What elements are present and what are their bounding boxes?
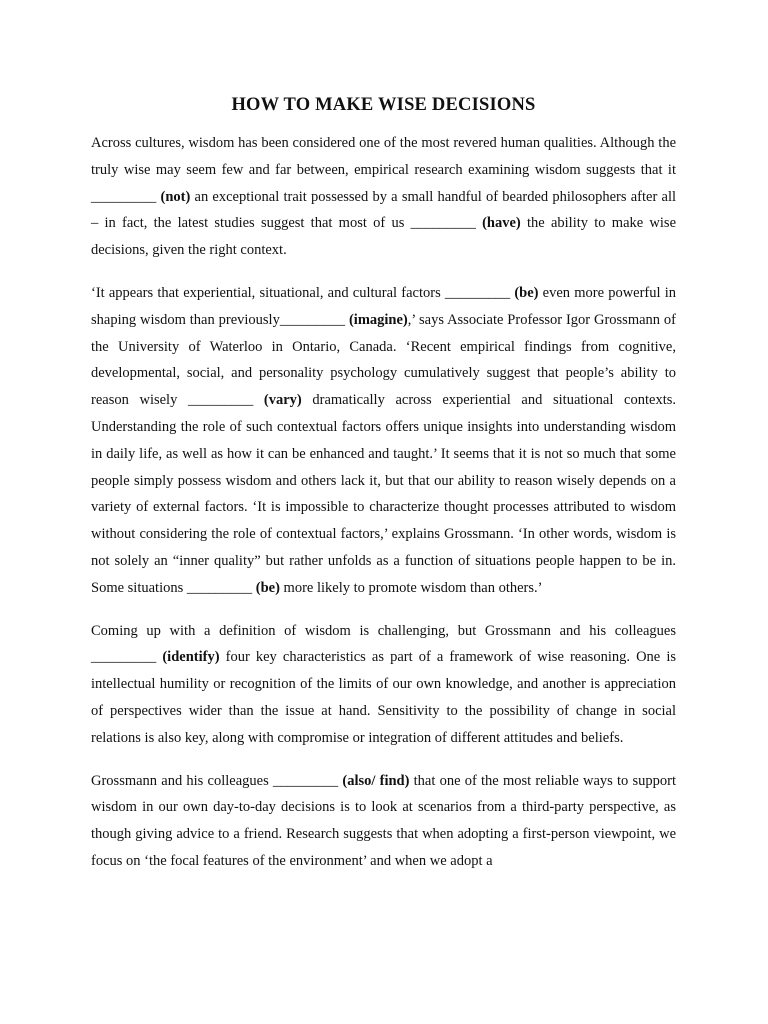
answer-blank: _________ <box>410 215 476 232</box>
answer-blank: _________ <box>91 188 157 205</box>
document-page <box>91 95 676 891</box>
paragraph-text: Coming up with a definition of wisdom is challenging, but Grossmann and his colleagues <box>91 622 676 639</box>
answer-blank: _________ <box>91 649 157 666</box>
answer-blank: _________ <box>272 772 339 789</box>
verb-hint: (also/ find) <box>342 772 410 789</box>
paragraph-text: Grossmann and his colleagues <box>91 772 273 789</box>
paragraph-text: four key characteristics as part of a framework of wise reasoning. One is intellectual humility or recognition of the limits of our own knowledge, and another is appreciation of perspectives wider than the issue at hand. Sensitivity to the possibility of change in social relations is also key, along with compromise or integration of different attitudes and beliefs. <box>91 649 676 746</box>
verb-hint: (have) <box>482 215 521 232</box>
verb-hint: (identify) <box>162 649 220 666</box>
paragraph-text: an exceptional trait possessed by a small handful of bearded philosophers after all – in fact, the latest studies suggest that most of us <box>91 188 677 232</box>
paragraph-text: more likely to promote wisdom than others.’ <box>279 579 543 596</box>
answer-blank: _________ <box>187 392 254 409</box>
verb-hint: (vary) <box>263 392 302 409</box>
paragraph-text: that one of the most reliable ways to support wisdom in our own day-to-day decisions is to look at scenarios from a third-party perspective, as though giving advice to a friend. Research suggests that when adopting a first-person viewpoint, we focus on ‘the focal features of the environment’ and when we adopt a <box>91 772 677 869</box>
paragraph-text: dramatically across experiential and situational contexts. Understanding the role of such contextual factors offers unique insights into understanding wisdom in daily life, as well as how it can be enhanced and taught.’ It seems that it is not so much that some people simply possess wisdom and others lack it, but that our ability to reason wisely depends on a variety of external factors. ‘It is impossible to characterize thought processes attributed to wisdom without considering the role of contextual factors,’ explains Grossmann. ‘In other words, wisdom is not solely an “inner quality” but rather unfolds as a function of situations people happen to be in. Some situations <box>91 392 676 596</box>
paragraph-text <box>253 392 264 408</box>
paragraph-text: Across cultures, wisdom has been considered one of the most revered human qualities. Although the truly wise may seem few and far between, empirical research examining wisdom suggests that it <box>91 135 676 178</box>
verb-hint: (imagine) <box>348 311 408 328</box>
verb-hint: (be) <box>514 284 539 301</box>
document-title: HOW TO MAKE WISE DECISIONS <box>231 95 536 115</box>
verb-hint: (not) <box>160 188 191 205</box>
verb-hint: (be) <box>255 579 280 596</box>
paragraph-text: the ability to make wise decisions, given the right context. <box>91 215 677 259</box>
paragraph <box>91 768 676 875</box>
paragraph <box>91 618 676 752</box>
answer-blank: _________ <box>279 311 346 328</box>
paragraph-text: even more powerful in shaping wisdom than previously <box>91 284 676 328</box>
answer-blank: _________ <box>186 579 253 596</box>
paragraph <box>91 280 676 602</box>
paragraph <box>91 130 676 264</box>
paragraph-text: ‘It appears that experiential, situational, and cultural factors <box>91 284 445 301</box>
answer-blank: _________ <box>444 284 511 301</box>
paragraph-text: ,’ says Associate Professor Igor Grossmann of the University of Waterloo in Ontario, Canada. ‘Recent empirical findings from cognitive, developmental, social, and personality psychology cumulatively suggest that people’s ability to reason wisely <box>91 311 676 409</box>
document-body <box>91 130 676 875</box>
